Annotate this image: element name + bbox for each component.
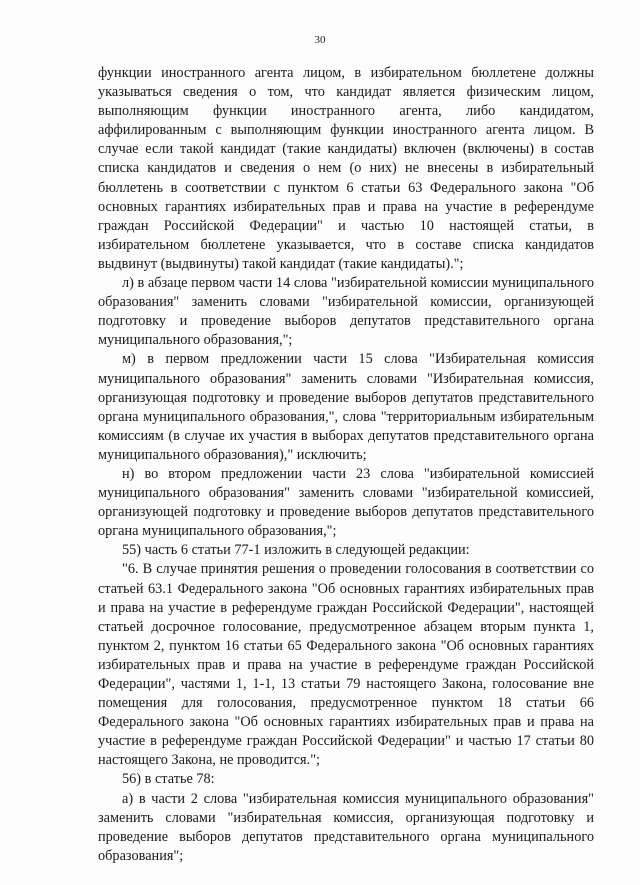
paragraph-item-55: 55) часть 6 статьи 77-1 изложить в следующей редакции: — [122, 542, 470, 559]
paragraph-continuation: функции иностранного агента лицом, в избирательном бюллетене должны указываться сведения о том, что кандидат является физическим лицом, выполняющим функции иностранного агента, либо кандидатом, аффилированным с выполняющим функции иностранного агента лицом. В случае если такой кандидат (такие кандидаты) включен (включены) в состав списка кандидатов и сведения о нем (о них) не внесены в избирательный бюллетень в соответствии с пунктом 6 статьи 63 Федерального закона "Об основных гарантиях избирательных прав и права на участие в референдуме граждан Российской Федерации" и частью 10 настоящей статьи, в избирательном бюллетене указывается, что в составе списка кандидатов выдвинут (выдвинуты) такой кандидат (такие кандидаты)."; — [98, 65, 594, 272]
paragraph-item-a: а) в части 2 слова "избирательная комиссия муниципального образования" заменить словами "избирательная комиссия, организующая подготовку и проведение выборов депутатов представительного органа муниципального образования"; — [98, 790, 594, 864]
paragraph-item-l: л) в абзаце первом части 14 слова "избирательной комиссии муниципального образования" заменить словами "избирательной комиссии, организующей подготовку и проведение выборов депутатов представительного органа муниципального образования,"; — [98, 275, 594, 349]
document-body — [98, 64, 594, 866]
paragraph-item-m: м) в первом предложении части 15 слова "Избирательная комиссия муниципального образования" заменить словами "Избирательная комиссия, организующая подготовку и проведение выборов депутатов представительного органа муниципального образования,", слова "территориальным избирательным комиссиям (в случае их участия в выборах депутатов представительного органа муниципального образования)," исключить; — [98, 351, 594, 463]
page-number: 30 — [314, 34, 326, 46]
paragraph-quoted-part-6: "6. В случае принятия решения о проведении голосования в соответствии со статьей 63.1 Федерального закона "Об основных гарантиях избирательных прав и права на участие в референдуме граждан Российской Федерации", настоящей статьей досрочное голосование, предусмотренное абзацем вторым пункта 1, пунктом 2, пунктом 16 статьи 65 Федерального закона "Об основных гарантиях избирательных прав и права на участие в референдуме граждан Российской Федерации", частями 1, 1-1, 13 статьи 79 настоящего Закона, голосование вне помещения для голосования, предусмотренное пунктом 18 статьи 66 Федерального закона "Об основных гарантиях избирательных прав и права на участие в референдуме граждан Российской Федерации" и частью 17 статьи 80 настоящего Закона, не проводится."; — [98, 561, 594, 769]
paragraph-item-n: н) во втором предложении части 23 слова "избирательной комиссией муниципального образования" заменить словами "избирательной комиссией, организующей подготовку и проведение выборов депутатов представительного органа муниципального образования,"; — [98, 465, 594, 540]
paragraph-item-56: 56) в статье 78: — [122, 771, 215, 788]
